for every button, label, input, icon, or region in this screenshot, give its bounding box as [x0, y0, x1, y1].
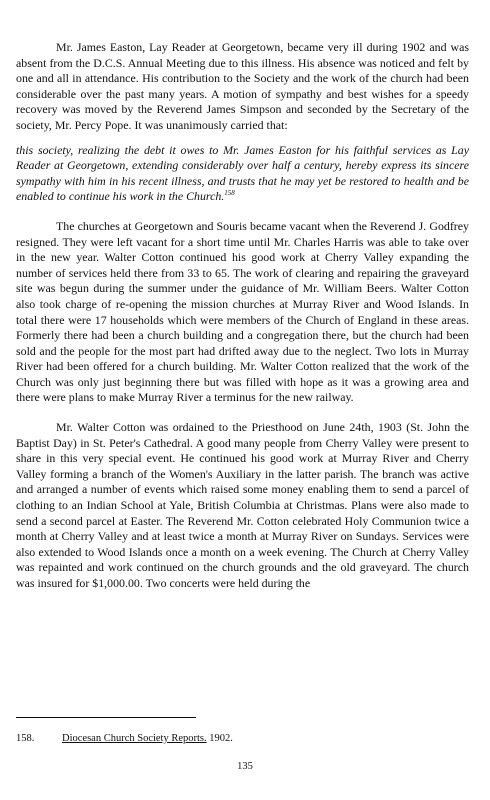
paragraph-easton-illness: Mr. James Easton, Lay Reader at Georgetown, became very ill during 1902 and was absent from the D.C.S. Annual Meeting due to this illness. His absence was noticed and felt by one and all in attendance. His contribution to the Society and the work of the church had been considerable over the past many years. A motion of sympathy and best wishes for a speedy recovery was moved by the Reverend James Simpson and seconded by the Secretary of the society, Mr. Percy Pope. It was unanimously carried that: [16, 40, 469, 132]
footnote-ref: 158 [224, 189, 235, 198]
resolution-quote-text: this society, realizing the debt it owes to Mr. James Easton for his faithful services as Lay Reader at Georgetown, extending considerably over half a century, hereby express its sincere sympathy with him in his recent illness, and trusts that he may yet be restored to health and be enabled to continue his work in the Church. [16, 142, 469, 204]
resolution-quote [16, 143, 469, 205]
page-body [16, 40, 469, 592]
footnote-number: 158. [16, 733, 35, 744]
footnote-year: 1902. [209, 733, 233, 744]
footnote-source: Diocesan Church Society Reports. [62, 733, 207, 744]
footnote [16, 733, 233, 744]
paragraph-churches-vacant: The churches at Georgetown and Souris became vacant when the Reverend J. Godfrey resigned. They were left vacant for a short time until Mr. Charles Harris was able to take over in the new year. Walter Cotton continued his good work at Cherry Valley expanding the number of services held there from 33 to 65. The work of clearing and repairing the graveyard site was begun during the summer under the guidance of Mr. William Beers. Walter Cotton also took charge of re-opening the mission churches at Murray River and Wood Islands. In total there were 17 households which were members of the Church of England in these areas. Formerly there had been a church building and a congregation there, but the church had been sold and the people for the most part had drifted away due to the neglect. Two lots in Murray River had been offered for a church building. Mr. Walter Cotton realized that the work of the Church was only just beginning there but was filled with hope as it was a growing area and there were plans to make Murray River a terminus for the new railway. [16, 218, 469, 405]
paragraph-cotton-ordained: Mr. Walter Cotton was ordained to the Priesthood on June 24th, 1903 (St. John the Baptist Day) in St. Peter's Cathedral. A good many people from Cherry Valley were present to share in this very special event. He continued his good work at Murray River and Cherry Valley forming a branch of the Women's Auxiliary in the latter parish. The branch was active and arranged a number of events which raised some money enabling them to send a parcel of clothing to an Indian School at Yale, British Columbia at Christmas. Plans were also made to send a second parcel at Easter. The Reverend Mr. Cotton celebrated Holy Communion twice a month at Cherry Valley and at least twice a month at Murray River on Sundays. Services were also extended to Wood Islands once a month on a week evening. The Church at Cherry Valley was repainted and work continued on the church grounds and the old graveyard. The church was insured for $1,000.00. Two concerts were held during the [16, 420, 469, 590]
page-number: 135 [237, 761, 253, 772]
footnote-divider [16, 717, 196, 718]
